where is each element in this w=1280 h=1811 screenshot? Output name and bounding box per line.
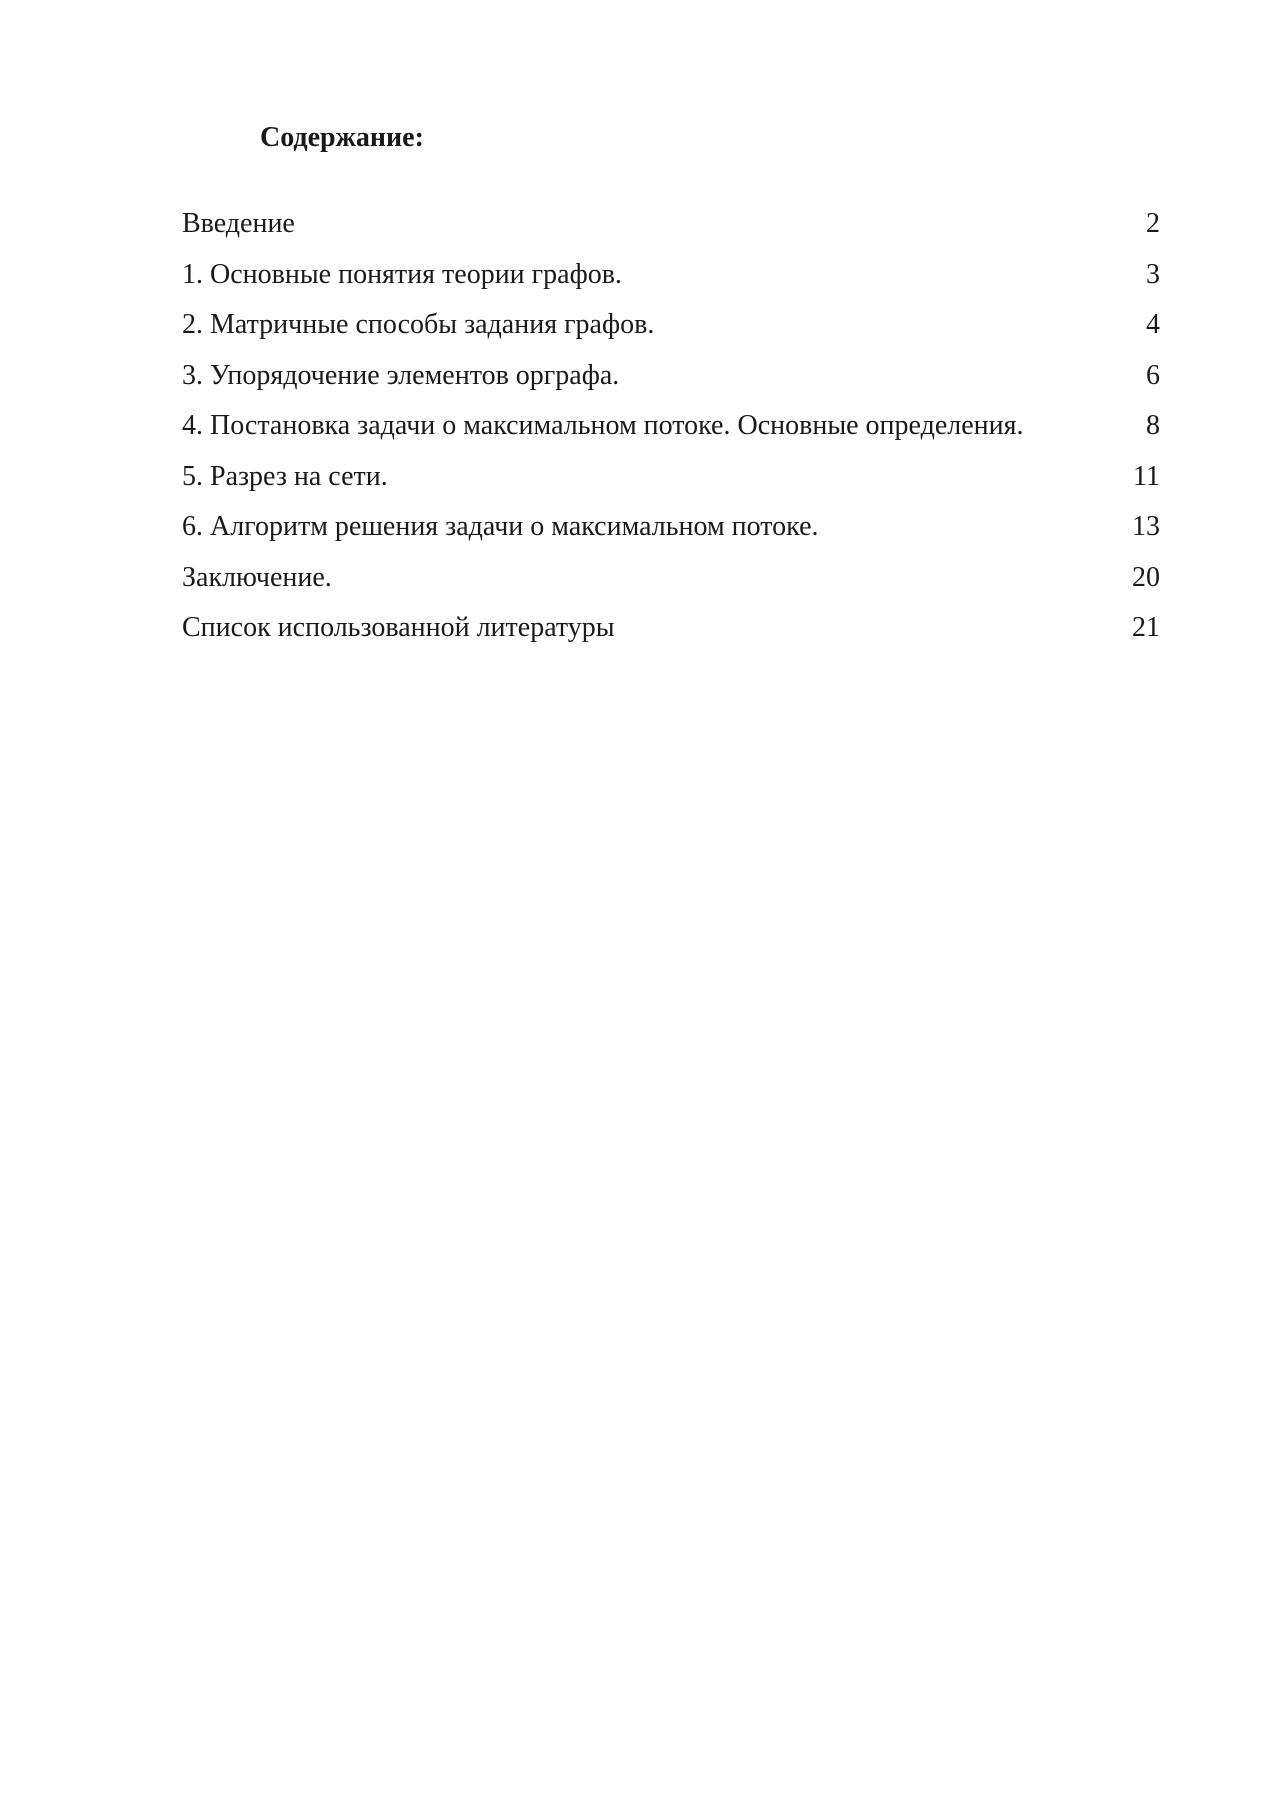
toc-entry-page: 20 [1132,561,1160,593]
toc-entry [182,557,1160,608]
toc-entry-title: 3. Упорядочение элементов орграфа. [182,359,620,391]
toc-entry-title: 4. Постановка задачи о максимальном потоке. Основные определения. [182,410,1024,441]
toc-entry-title: Список использованной литературы [182,612,615,643]
toc-entry-page: 6 [1146,359,1160,391]
toc-entry [182,304,1160,355]
toc-entry-page: 4 [1146,309,1160,340]
toc-entry [182,456,1160,507]
toc-entry-page: 13 [1132,511,1160,542]
toc-entry-title: 5. Разрез на сети. [182,460,388,492]
toc-entry [182,607,1160,658]
toc-entry [182,355,1160,406]
toc-entry-page: 21 [1132,612,1160,643]
toc-entry [182,203,1160,254]
table-of-contents [182,203,1160,658]
toc-entry-page: 2 [1146,208,1160,239]
toc-entry-page: 11 [1133,460,1160,492]
toc-entry-page: 8 [1146,410,1160,441]
toc-entry-title: 1. Основные понятия теории графов. [182,258,622,290]
toc-entry-title: 2. Матричные способы задания графов. [182,309,655,340]
toc-entry [182,405,1160,456]
toc-entry-page: 3 [1146,258,1160,290]
toc-entry-title: Введение [182,208,295,239]
toc-entry-title: Заключение. [182,561,332,593]
toc-entry [182,506,1160,557]
toc-heading: Содержание: [260,122,424,153]
toc-entry-title: 6. Алгоритм решения задачи о максимальном потоке. [182,511,819,542]
toc-entry [182,254,1160,305]
